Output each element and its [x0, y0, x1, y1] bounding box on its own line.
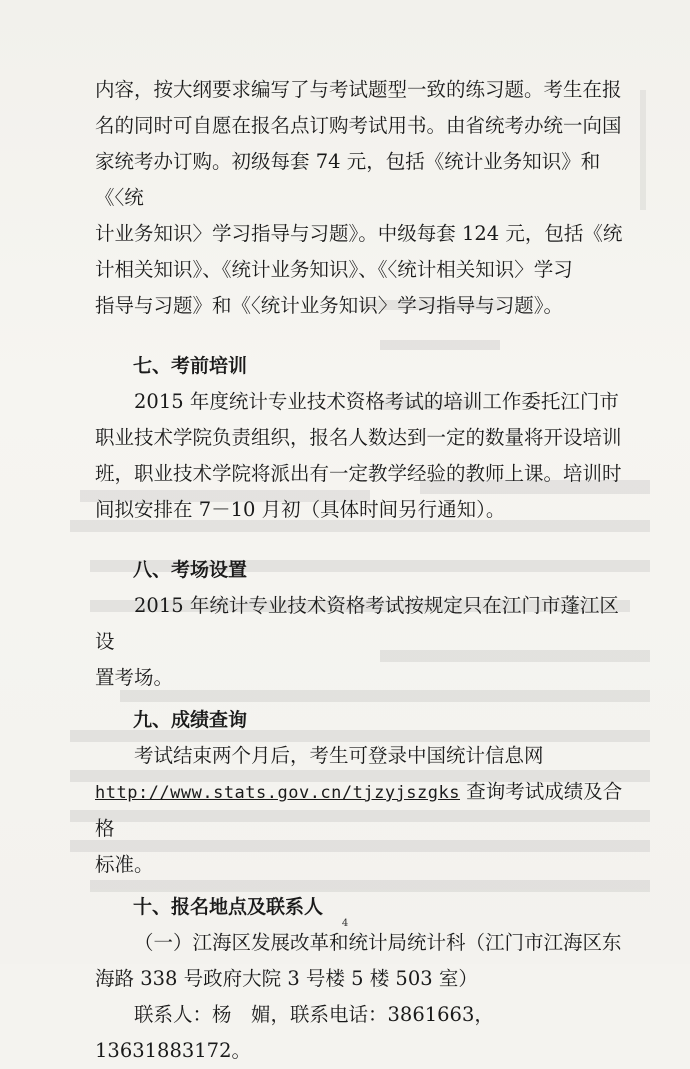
registration-line: （一）江海区发展改革和统计局统计科（江门市江海区东: [134, 931, 622, 954]
registration-line: 海路 338 号政府大院 3 号楼 5 楼 503 室）: [95, 967, 478, 990]
results-url-suffix: 查询考试成绩及合格: [95, 780, 623, 840]
intro-line: 内容，按大纲要求编写了与考试题型一致的练习题。考生在报: [95, 78, 622, 101]
contact-line: 联系人：杨 媚，联系电话：3861663，13631883172。: [95, 1003, 494, 1062]
section-heading-registration: 十、报名地点及联系人: [133, 896, 324, 918]
intro-line: 名的同时可自愿在报名点订购考试用书。由省统考办统一向国: [95, 114, 622, 137]
intro-line: 指导与习题》和《〈统计业务知识〉学习指导与习题》。: [95, 294, 564, 317]
section-heading-venue: 八、考场设置: [133, 559, 248, 581]
results-url-line: [95, 774, 635, 847]
page-number: 4: [341, 918, 349, 929]
training-line: 间拟安排在 7－10 月初（具体时间另行通知）。: [95, 498, 506, 521]
training-line: 2015 年度统计专业技术资格考试的培训工作委托江门市: [134, 390, 619, 413]
results-url-link[interactable]: http://www.stats.gov.cn/tjzyjszgks: [95, 783, 460, 803]
intro-line: 计业务知识〉学习指导与习题》。中级每套 124 元，包括《统: [95, 222, 623, 245]
intro-line: 家统考办订购。初级每套 74 元，包括《统计业务知识》和《〈统: [95, 150, 601, 209]
intro-line: 计相关知识》、《统计业务知识》、《〈统计相关知识〉学习: [95, 258, 573, 281]
section-heading-results: 九、成绩查询: [133, 709, 248, 731]
venue-line: 置考场。: [95, 666, 174, 689]
results-line: 标准。: [95, 853, 154, 876]
section-heading-training: 七、考前培训: [133, 355, 248, 377]
training-line: 职业技术学院负责组织，报名人数达到一定的数量将开设培训: [95, 426, 622, 449]
results-line: 考试结束两个月后，考生可登录中国统计信息网: [134, 744, 544, 767]
training-line: 班，职业技术学院将派出有一定教学经验的教师上课。培训时: [95, 462, 622, 485]
venue-line: 2015 年统计专业技术资格考试按规定只在江门市蓬江区设: [95, 594, 619, 653]
